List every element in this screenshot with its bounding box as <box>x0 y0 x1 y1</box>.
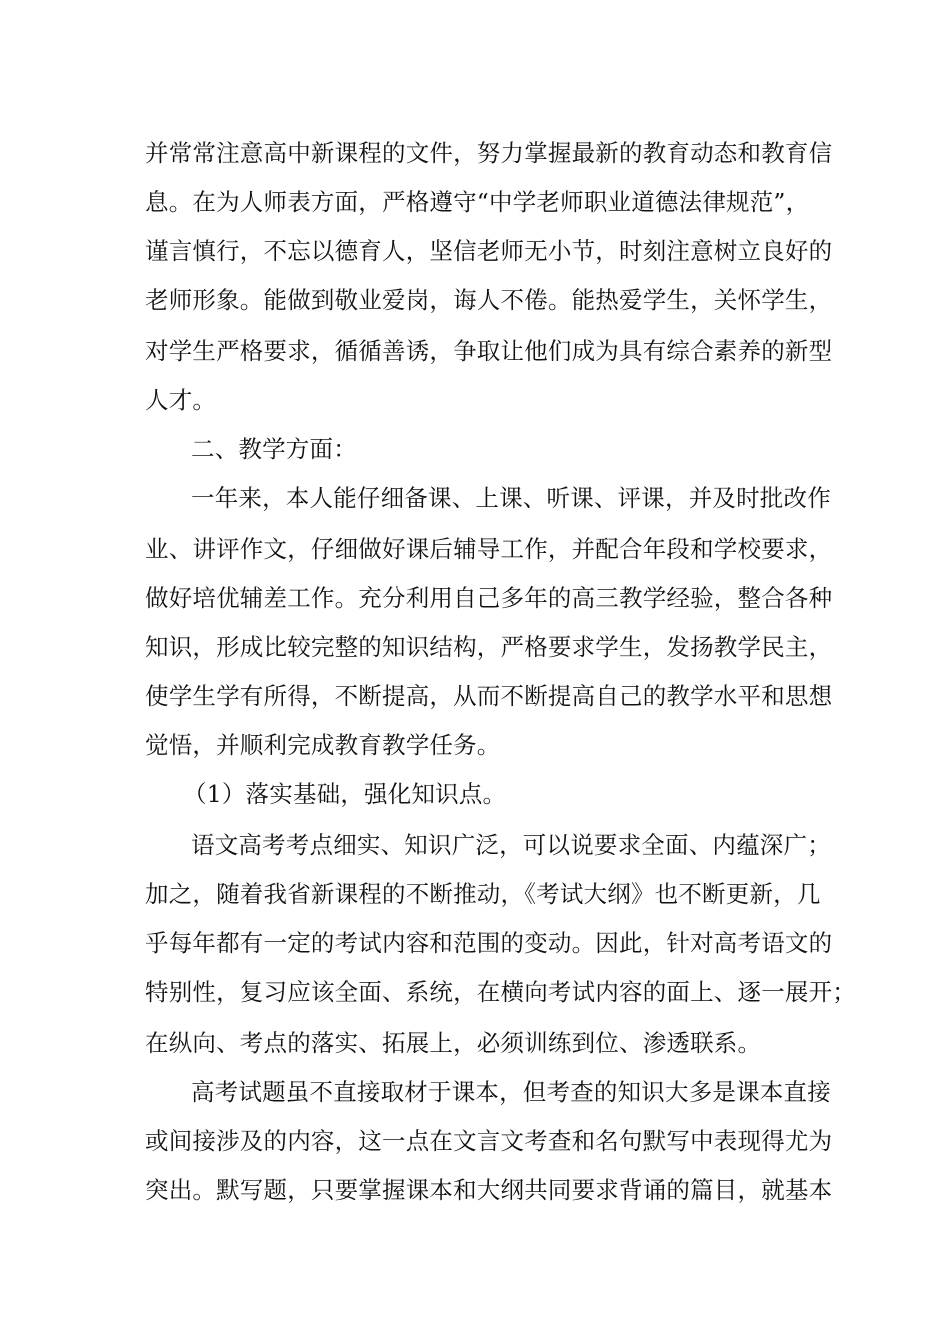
text-line: 特别性，复习应该全面、系统，在横向考试内容的面上、逐一展开； <box>145 978 856 1006</box>
text-line: 乎每年都有一定的考试内容和范围的变动。因此，针对高考语文的 <box>145 929 833 957</box>
text-line: 使学生学有所得，不断提高，从而不断提高自己的教学水平和思想 <box>145 682 833 710</box>
text-line: 谨言慎行，不忘以德育人，坚信老师无小节，时刻注意树立良好的 <box>145 237 833 265</box>
text-line: 业、讲评作文，仔细做好课后辅导工作，并配合年段和学校要求， <box>145 535 833 563</box>
section-heading: 二、教学方面： <box>191 435 357 463</box>
text-line: 息。在为人师表方面，严格遵守“中学老师职业道德法律规范”， <box>145 188 810 216</box>
text-line: 并常常注意高中新课程的文件，努力掌握最新的教育动态和教育信 <box>145 139 833 167</box>
text-line: 或间接涉及的内容，这一点在文言文考查和名句默写中表现得尤为 <box>145 1127 833 1155</box>
text-line: 对学生严格要求，循循善诱，争取让他们成为具有综合素养的新型 <box>145 337 833 365</box>
text-line: 老师形象。能做到敬业爱岗，诲人不倦。能热爱学生，关怀学生， <box>145 286 833 314</box>
text-line: 人才。 <box>145 386 217 414</box>
text-line: 突出。默写题，只要掌握课本和大纲共同要求背诵的篇目，就基本 <box>145 1176 833 1204</box>
text-line: 在纵向、考点的落实、拓展上，必须训练到位、渗透联系。 <box>145 1029 762 1057</box>
text-line: 一年来，本人能仔细备课、上课、听课、评课，并及时批改作 <box>191 484 831 512</box>
subsection-heading: （1）落实基础，强化知识点。 <box>183 780 507 808</box>
text-line: 做好培优辅差工作。充分利用自己多年的高三教学经验，整合各种 <box>145 584 833 612</box>
text-line: 知识，形成比较完整的知识结构，严格要求学生，发扬教学民主， <box>145 633 833 661</box>
text-line: 觉悟，并顺利完成教育教学任务。 <box>145 731 501 759</box>
text-line: 加之，随着我省新课程的不断推动，《考试大纲》也不断更新，几 <box>145 880 821 908</box>
text-line: 语文高考考点细实、知识广泛，可以说要求全面、内蕴深广； <box>191 831 831 859</box>
text-line: 高考试题虽不直接取材于课本，但考查的知识大多是课本直接 <box>191 1078 831 1106</box>
